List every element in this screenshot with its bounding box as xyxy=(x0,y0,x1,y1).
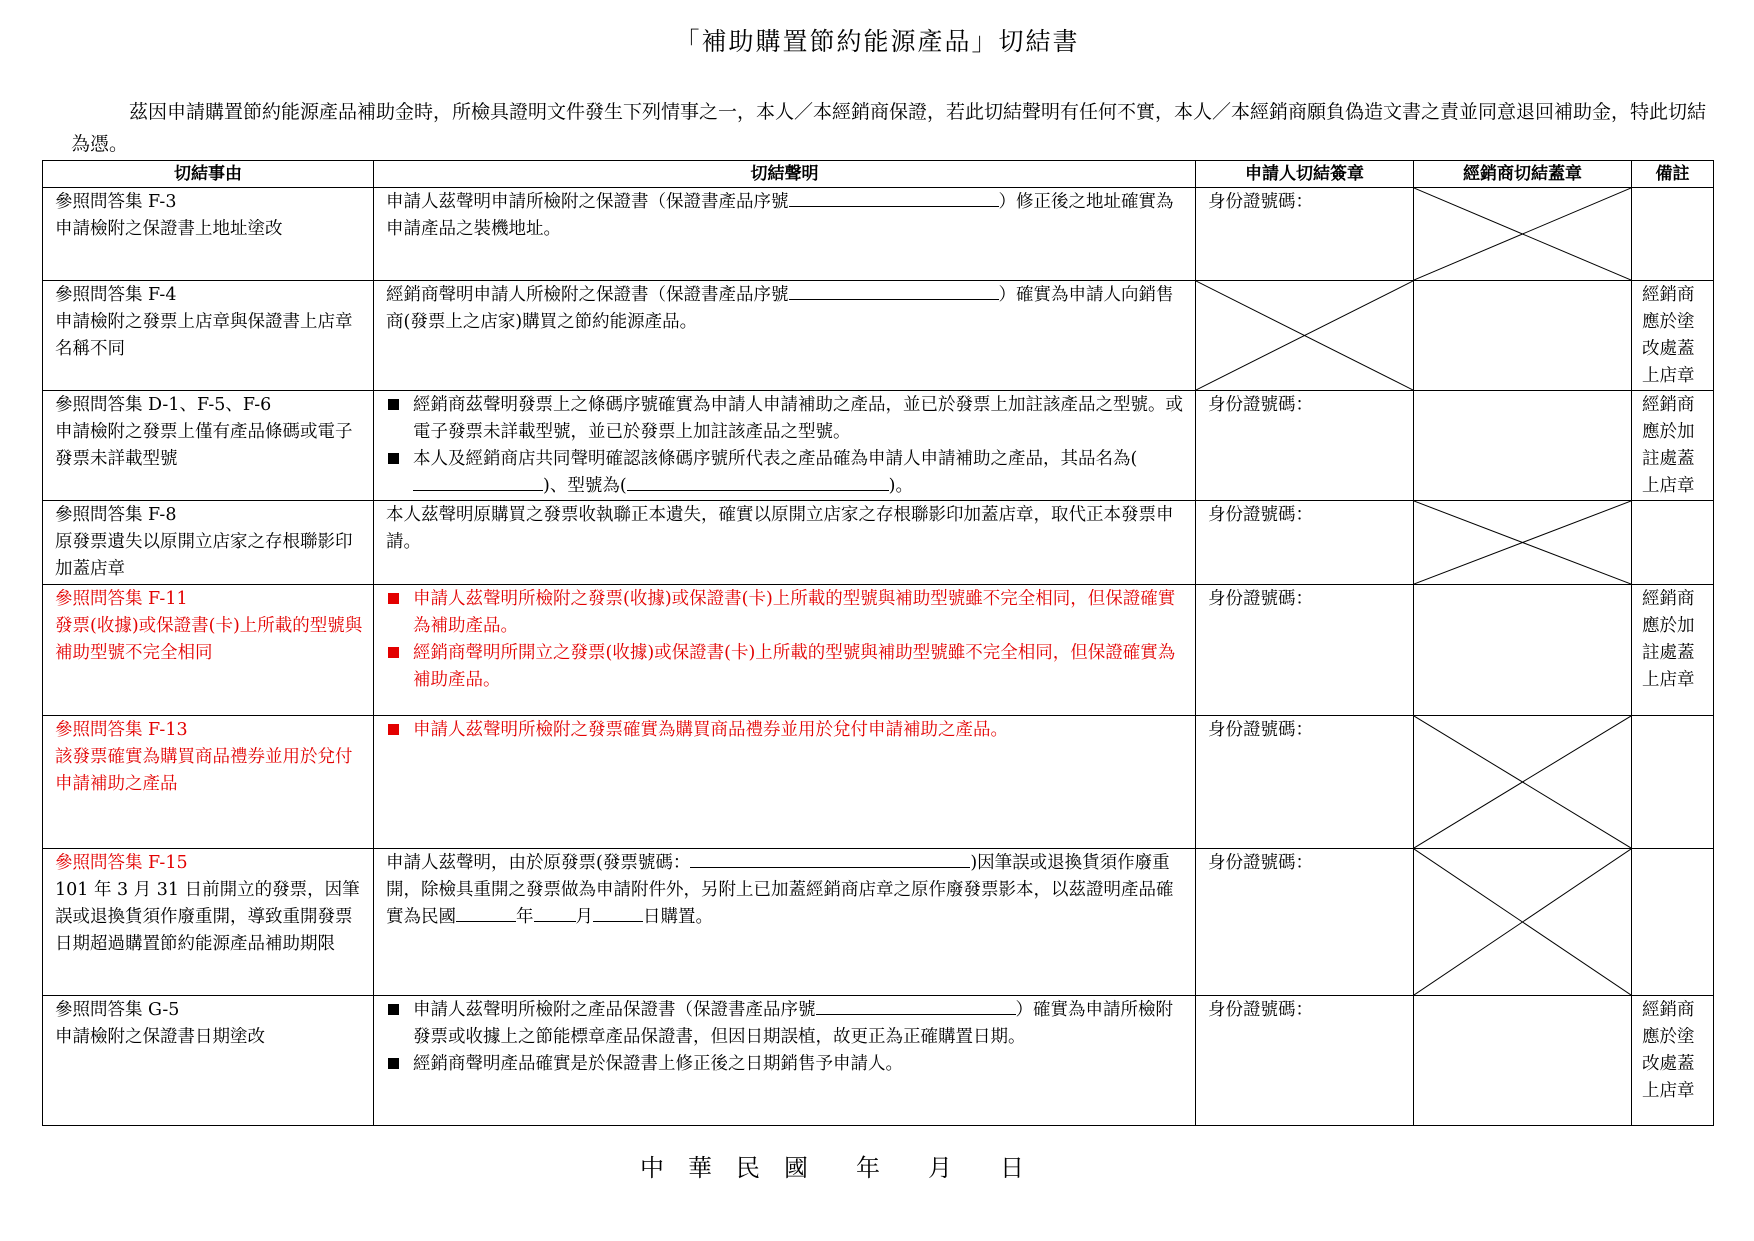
table-header-row xyxy=(43,161,1714,188)
header-applicant-signature: 申請人切結簽章 xyxy=(1196,161,1414,188)
bullet-text: 申請人茲聲明所檢附之發票確實為購買商品禮券並用於兌付申請補助之產品。 xyxy=(413,720,1008,740)
statement-list xyxy=(386,997,1185,1078)
date-line: 中 華 民 國 年 月 日 xyxy=(640,1154,1024,1182)
table-row xyxy=(43,188,1714,281)
table-row xyxy=(43,281,1714,391)
month-label: 月 xyxy=(575,907,593,927)
bullet-text: )、型號為( xyxy=(543,476,627,496)
reason-text: 申請檢附之發票上僅有產品條碼或電子發票未詳載型號 xyxy=(55,422,353,469)
reason-text: 該發票確實為購買商品禮券並用於兌付申請補助之產品 xyxy=(55,747,353,794)
reason-ref: 參照問答集 F-11 xyxy=(55,589,188,609)
statement-bullet xyxy=(386,717,1185,744)
applicant-signature-cell[interactable] xyxy=(1196,716,1414,849)
statement-text: 經銷商聲明申請人所檢附之保證書（保證書產品序號 xyxy=(386,285,789,305)
reason-cell xyxy=(43,391,374,501)
model-number-blank[interactable] xyxy=(627,473,889,491)
statement-bullet xyxy=(386,392,1185,446)
statement-cell xyxy=(374,849,1196,996)
reason-text: 申請檢附之發票上店章與保證書上店章名稱不同 xyxy=(55,312,353,359)
serial-number-blank[interactable] xyxy=(789,282,999,300)
statement-text: ）修正後之地址確實為申請產品之裝機地址。 xyxy=(386,192,1174,239)
remark-text: 經銷商應於加註處蓋上店章 xyxy=(1642,395,1695,496)
cross-out-mark xyxy=(1414,849,1631,995)
reason-text: 申請檢附之保證書上地址塗改 xyxy=(55,219,283,239)
dealer-stamp-cell[interactable] xyxy=(1414,281,1632,391)
id-number-label: 身份證號碼： xyxy=(1208,720,1313,740)
dealer-stamp-cell-crossed xyxy=(1414,716,1632,849)
applicant-signature-cell[interactable] xyxy=(1196,501,1414,585)
table-row xyxy=(43,501,1714,585)
cross-out-mark xyxy=(1414,501,1631,584)
remark-text: 經銷商應於加註處蓋上店章 xyxy=(1642,589,1695,690)
statement-cell xyxy=(374,391,1196,501)
reason-cell xyxy=(43,996,374,1126)
statement-bullet xyxy=(386,640,1185,694)
day-label: 日購置。 xyxy=(643,907,713,927)
serial-number-blank[interactable] xyxy=(816,997,1016,1015)
bullet-text: 經銷商聲明產品確實是於保證書上修正後之日期銷售予申請人。 xyxy=(413,1054,903,1074)
year-label: 年 xyxy=(516,907,534,927)
remark-text: 經銷商應於塗改處蓋上店章 xyxy=(1642,285,1695,386)
header-dealer-stamp: 經銷商切結蓋章 xyxy=(1414,161,1632,188)
reason-cell xyxy=(43,281,374,391)
intro-paragraph xyxy=(71,96,1711,160)
applicant-signature-cell[interactable] xyxy=(1196,849,1414,996)
bullet-text: )。 xyxy=(888,476,913,496)
bullet-text: 經銷商茲聲明發票上之條碼序號確實為申請人申請補助之產品，並已於發票上加註該產品之型號。或電子發票未詳載型號，並已於發票上加註該產品之型號。 xyxy=(413,395,1183,442)
bullet-text: 申請人茲聲明所檢附之發票(收據)或保證書(卡)上所載的型號與補助型號雖不完全相同，但保證確實為補助產品。 xyxy=(413,589,1176,636)
dealer-stamp-cell-crossed xyxy=(1414,188,1632,281)
year-blank[interactable] xyxy=(456,904,516,922)
reason-cell xyxy=(43,585,374,716)
reason-cell xyxy=(43,716,374,849)
id-number-label: 身份證號碼： xyxy=(1208,1000,1313,1020)
table-row xyxy=(43,391,1714,501)
statement-cell xyxy=(374,716,1196,849)
reason-text: 發票(收據)或保證書(卡)上所載的型號與補助型號不完全相同 xyxy=(55,616,363,663)
cross-out-mark xyxy=(1414,188,1631,280)
statement-bullet xyxy=(386,446,1185,500)
statement-text: )因筆誤或退換貨須作廢重開，除檢具重開之發票做為申請附件外，另附上已加蓋經銷商店章之原作廢發票影本，以茲證明產品確實為民國 xyxy=(386,853,1174,927)
applicant-signature-cell[interactable] xyxy=(1196,996,1414,1126)
bullet-text: 本人及經銷商店共同聲明確認該條碼序號所代表之產品確為申請人申請補助之產品，其品名為( xyxy=(413,449,1138,469)
dealer-stamp-cell-crossed xyxy=(1414,501,1632,585)
statement-bullet xyxy=(386,997,1185,1051)
reason-text: 101 年 3 月 31 日前開立的發票，因筆誤或退換貨須作廢重開，導致重開發票日期超過購置節約能源產品補助期限 xyxy=(55,880,360,954)
reason-ref: 參照問答集 F-15 xyxy=(55,853,188,873)
cross-out-mark xyxy=(1414,716,1631,848)
reason-ref: 參照問答集 F-4 xyxy=(55,285,177,305)
bullet-text: 申請人茲聲明所檢附之產品保證書（保證書產品序號 xyxy=(413,1000,816,1020)
dealer-stamp-cell[interactable] xyxy=(1414,585,1632,716)
reason-cell xyxy=(43,188,374,281)
bullet-text: ）確實為申請所檢附發票或收據上之節能標章產品保證書，但因日期誤植，故更正為正確購置日期。 xyxy=(413,1000,1173,1047)
day-blank[interactable] xyxy=(593,904,643,922)
statement-bullet xyxy=(386,1051,1185,1078)
serial-number-blank[interactable] xyxy=(789,189,999,207)
id-number-label: 身份證號碼： xyxy=(1208,505,1313,525)
applicant-signature-cell-crossed xyxy=(1196,281,1414,391)
remark-cell xyxy=(1632,281,1714,391)
reason-ref: 參照問答集 F-8 xyxy=(55,505,177,525)
statement-bullet xyxy=(386,586,1185,640)
remark-cell xyxy=(1632,501,1714,585)
statement-cell xyxy=(374,501,1196,585)
statement-list xyxy=(386,392,1185,500)
reason-ref: 參照問答集 F-13 xyxy=(55,720,188,740)
reason-ref: 參照問答集 D-1、F-5、F-6 xyxy=(55,395,272,415)
table-row xyxy=(43,716,1714,849)
reason-cell xyxy=(43,849,374,996)
statement-cell xyxy=(374,188,1196,281)
statement-text: 申請人茲聲明申請所檢附之保證書（保證書產品序號 xyxy=(386,192,789,212)
remark-cell xyxy=(1632,996,1714,1126)
applicant-signature-cell[interactable] xyxy=(1196,391,1414,501)
remark-cell xyxy=(1632,585,1714,716)
reason-text: 申請檢附之保證書日期塗改 xyxy=(55,1027,265,1047)
statement-cell xyxy=(374,585,1196,716)
id-number-label: 身份證號碼： xyxy=(1208,192,1313,212)
bullet-text: 經銷商聲明所開立之發票(收據)或保證書(卡)上所載的型號與補助型號雖不完全相同，但保證確實為補助產品。 xyxy=(413,643,1176,690)
reason-text: 原發票遺失以原開立店家之存根聯影印加蓋店章 xyxy=(55,532,353,579)
statement-text: 本人茲聲明原購買之發票收執聯正本遺失，確實以原開立店家之存根聯影印加蓋店章，取代正本發票申請。 xyxy=(386,505,1174,552)
applicant-signature-cell[interactable] xyxy=(1196,188,1414,281)
dealer-stamp-cell[interactable] xyxy=(1414,996,1632,1126)
id-number-label: 身份證號碼： xyxy=(1208,589,1313,609)
cross-out-mark xyxy=(1196,281,1413,390)
statement-list xyxy=(386,717,1185,744)
header-remark: 備註 xyxy=(1632,161,1714,188)
statement-cell xyxy=(374,996,1196,1126)
id-number-label: 身份證號碼： xyxy=(1208,395,1313,415)
id-number-label: 身份證號碼： xyxy=(1208,853,1313,873)
table-row xyxy=(43,996,1714,1126)
reason-ref: 參照問答集 G-5 xyxy=(55,1000,180,1020)
remark-cell xyxy=(1632,849,1714,996)
dealer-stamp-cell[interactable] xyxy=(1414,391,1632,501)
declaration-table xyxy=(42,160,1714,1126)
reason-ref: 參照問答集 F-3 xyxy=(55,192,177,212)
table-row xyxy=(43,849,1714,996)
table-row xyxy=(43,585,1714,716)
intro-text: 茲因申請購置節約能源產品補助金時，所檢具證明文件發生下列情事之一，本人／本經銷商保證，若此切結聲明有任何不實，本人／本經銷商願負偽造文書之責並同意退回補助金，特此切結為憑。 xyxy=(71,101,1707,155)
statement-text: ）確實為申請人向銷售商(發票上之店家)購買之節約能源產品。 xyxy=(386,285,1174,332)
reason-cell xyxy=(43,501,374,585)
month-blank[interactable] xyxy=(534,904,576,922)
header-statement: 切結聲明 xyxy=(374,161,1196,188)
remark-text: 經銷商應於塗改處蓋上店章 xyxy=(1642,1000,1695,1101)
remark-cell xyxy=(1632,188,1714,281)
statement-text: 申請人茲聲明，由於原發票(發票號碼： xyxy=(386,853,691,873)
product-name-blank[interactable] xyxy=(413,473,543,491)
document-title: 「補助購置節約能源產品」切結書 xyxy=(674,27,1080,56)
invoice-number-blank[interactable] xyxy=(690,850,970,868)
dealer-stamp-cell-crossed xyxy=(1414,849,1632,996)
statement-list xyxy=(386,586,1185,694)
remark-cell xyxy=(1632,716,1714,849)
applicant-signature-cell[interactable] xyxy=(1196,585,1414,716)
statement-cell xyxy=(374,281,1196,391)
header-reason: 切結事由 xyxy=(43,161,374,188)
remark-cell xyxy=(1632,391,1714,501)
